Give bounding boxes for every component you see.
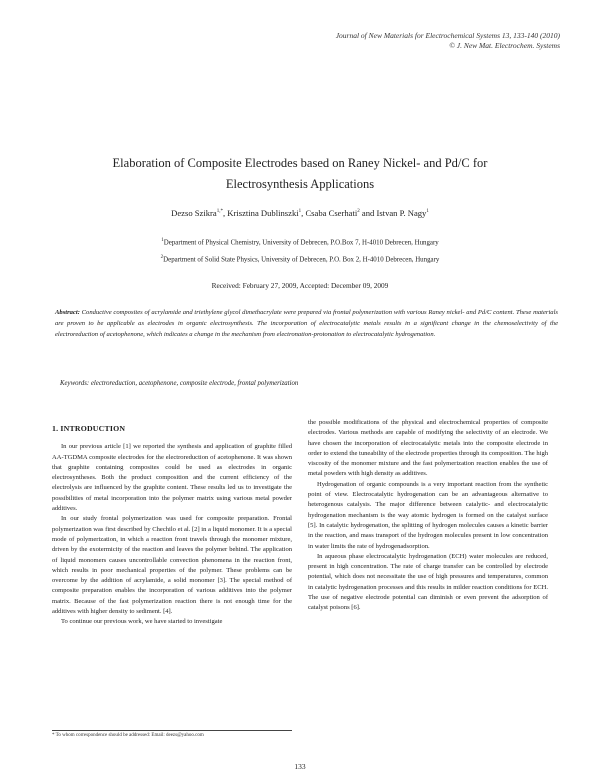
author-separator: ,: [301, 208, 306, 218]
author-separator: ,: [222, 208, 228, 218]
paragraph: In our previous article [1] we reported the synthesis and application of graphite filled AA-TGDMA composite electrodes for the electroreduction of acetophenone. It was shown that graphite containing composites could be used as electrodes in organic electrosyntheses. Both the product composition and the current efficiency of the electrolysis are influenced by the graphite content. These results led us to investigate the possibilities of metal incorporation into the polymer matrix using various metal powder additives.: [52, 443, 292, 513]
page-number: 133: [294, 762, 306, 771]
affiliation-2: [40, 255, 560, 263]
paragraph: In our study frontal polymerization was used for composite preparation. Frontal polymerization was first described by Chechilo et al. [2] in a liquid monomer. It is a special mode of polymerization, in which a reaction front travels through the monomer mixture, driven by the exotermicity of the reaction and leaves the polymer behind. The application of liquid monomers causes uncontrollable convection phenomena in the reaction front, which results in poor mechanical properties of the polymer. These problems can be overcome by the addition of acrylamide, a solid monomer [3]. The special method of composite preparation enables the incorporation of various additives into the polymer matrix. Because of the fast polymerization reaction there is not enough time for the additives with higher density to sediment. [4].: [52, 515, 292, 616]
journal-citation: Journal of New Materials for Electrochemical Systems 13, 133-140 (2010): [335, 31, 560, 40]
title-line-2: Electrosynthesis Applications: [225, 177, 375, 191]
affiliation-1: [40, 238, 560, 246]
affiliation-text: Department of Solid State Physics, University of Debrecen, P.O. Box 2, H-4010 Debrecen, Hungary: [163, 256, 440, 264]
paper-title: [60, 153, 540, 195]
abstract: [55, 308, 558, 341]
author-affiliation-mark: 1: [298, 209, 302, 215]
author-name: Krisztina Dublinszki: [227, 208, 299, 218]
affiliation-mark: 1: [161, 238, 164, 243]
author-affiliation-mark: 1: [426, 209, 429, 215]
author-name: Istvan P. Nagy: [376, 208, 427, 218]
affiliation-text: Department of Physical Chemistry, University of Debrecen, P.O.Box 7, H-4010 Debrecen, Hungary: [163, 239, 439, 247]
author-list: [40, 208, 560, 218]
title-line-1: Elaboration of Composite Electrodes based on Raney Nickel- and Pd/C for: [112, 156, 488, 170]
affiliation-mark: 2: [160, 255, 164, 260]
received-accepted-dates: Received: February 27, 2009, Accepted: December 09, 2009: [211, 281, 389, 290]
author-separator: and: [359, 208, 377, 218]
journal-header: [336, 31, 560, 51]
author-name: Csaba Cserhati: [305, 208, 358, 218]
keywords: Keywords: electroreduction, acetophenone, composite electrode, frontal polymerization: [60, 380, 299, 387]
right-column: [308, 418, 548, 614]
abstract-label: Abstract:: [55, 309, 80, 316]
paragraph: To continue our previous work, we have started to investigate: [61, 618, 223, 626]
left-column: [52, 418, 292, 628]
paragraph: In aqueous phase electrocatalytic hydrogenation (ECH) water molecules are reduced, present in high concentration. The rate of charge transfer can be controlled by electrode potential, which does not necessitate the use of high pressures and temperatures, common in catalytic hydrogenation processes and this results in milder reaction conditions for ECH. The use of negative electrode potential can diminish or even prevent the adsorption of catalyst poisons [6].: [308, 552, 548, 612]
paragraph: the possible modifications of the physical and electrochemical properties of composite electrodes. Various methods are capable of modifying the selectivity of an electrode. We have chosen the incorporation of electrocatalytic metals into the composite electrode in order to extend the tuneability of the electrode properties through its composition. The high viscosity of the monomer mixture and the fast polymerization reaction enables the use of metal powders with high density as additives.: [308, 419, 548, 478]
paragraph: Hydrogenation of organic compounds is a very important reaction from the synthetic point of view. Electrocatalytic hydrogenation can be an advantageous alternative to heterogenous catalysis. The major difference between catalytic- and electrocatalytic hydrogenation mechanism is the way atomic hydrogen is formed on the catalyst surface [5]. In catalytic hydrogenation, the splitting of hydrogen molecules causes a kinetic barrier in the reaction, and mass transport of the hydrogen molecules present in low concentration in water limits the rate of hydrogenadsorption.: [308, 480, 548, 550]
journal-copyright: © J. New Mat. Electrochem. Systems: [449, 41, 560, 50]
author-name: Dezso Szikra: [171, 208, 217, 218]
author-affiliation-mark: 2: [357, 209, 360, 215]
correspondence-footnote: * To whom correspondence should be addressed: Email: deezs@yahoo.com: [52, 730, 292, 738]
abstract-text: Conductive composites of acrylamide and triethylene glycol dimethacrylate were prepared via frontal polymerization with various Raney nickel- and Pd/C content. These materials are proven to be applicable as electrodes in organic electrosynthesis. The incorporation of electrocatalytic metals results in a significant change in the chemoselectivity of the electroreduction of acetophenone, which indicates a change in the mechanism from electronation-protonation to electrocatalytic hydrogenation.: [55, 309, 558, 338]
author-affiliation-mark: 1,*: [216, 209, 223, 215]
section-heading: 1. INTRODUCTION: [52, 424, 126, 433]
